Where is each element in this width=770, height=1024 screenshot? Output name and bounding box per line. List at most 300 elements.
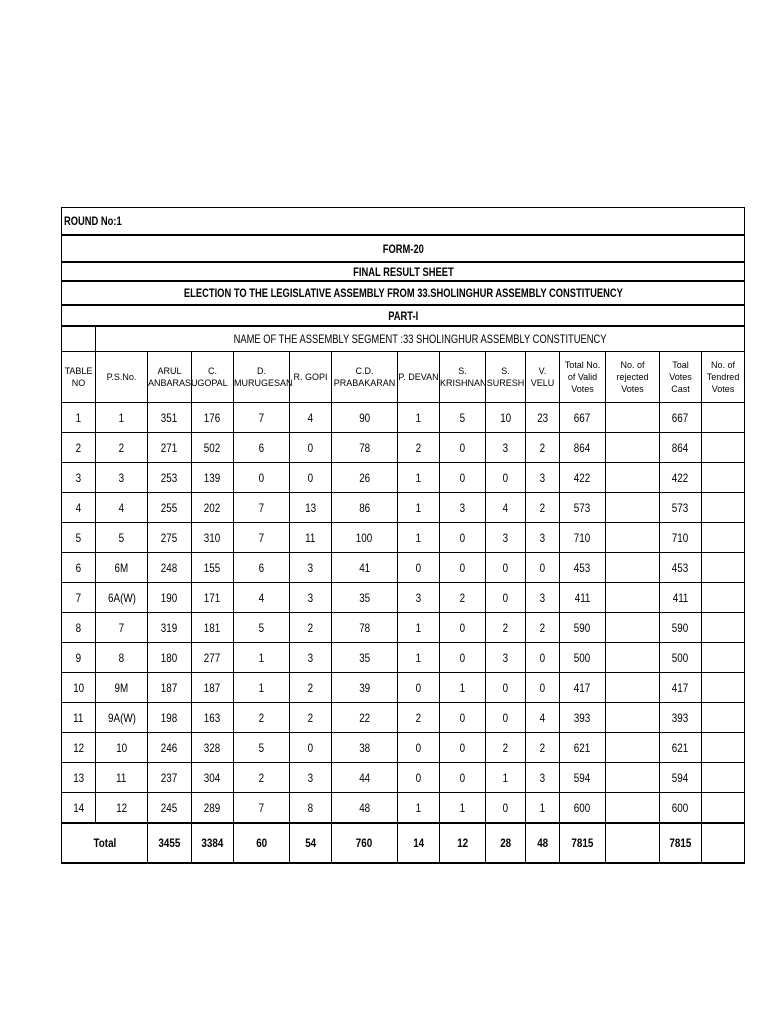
table-cell [398,793,440,824]
total-cell [234,823,290,863]
table-cell [148,463,192,493]
column-header: P. DEVAN [398,352,440,403]
cell-value: 3 [502,650,509,665]
cell-value: 176 [204,410,221,425]
table-cell [332,433,398,463]
table-cell [486,583,526,613]
cell-value: 163 [204,710,221,725]
cell-value: 422 [672,470,689,485]
table-cell [560,793,606,824]
cell-value: 5 [459,410,466,425]
table-cell [290,733,332,763]
cell-value: 7 [258,500,265,515]
cell-value: 3 [539,530,546,545]
cell-value: 0 [307,740,314,755]
table-cell [526,463,560,493]
total-cell [440,823,486,863]
table-row [62,673,745,703]
table-cell [234,523,290,553]
table-cell [486,793,526,824]
table-row [62,463,745,493]
table-cell [660,433,702,463]
table-cell [486,433,526,463]
cell-value: 2 [502,620,509,635]
cell-value: 422 [574,470,591,485]
table-cell [606,643,660,673]
total-value: 3455 [158,836,181,850]
table-cell [560,733,606,763]
table-cell [702,673,745,703]
cell-value: 1 [459,680,466,695]
table-cell [332,673,398,703]
table-cell [702,523,745,553]
cell-value: 0 [459,710,466,725]
cell-value: 2 [539,440,546,455]
table-cell [560,643,606,673]
cell-value: 594 [672,770,689,785]
cell-value: 3 [502,440,509,455]
table-cell [526,643,560,673]
table-cell [560,763,606,793]
cell-value: 8 [118,650,125,665]
table-cell [234,433,290,463]
table-cell [62,613,96,643]
table-cell [148,673,192,703]
cell-value: 271 [161,440,178,455]
table-cell [290,403,332,433]
cell-value: 1 [415,620,422,635]
table-row [62,583,745,613]
table-cell [606,553,660,583]
cell-value: 1 [415,650,422,665]
table-cell [290,613,332,643]
cell-value: 6A(W) [107,590,136,605]
table-cell [440,613,486,643]
cell-value: 6 [75,560,82,575]
table-cell [660,673,702,703]
column-header: S. KRISHNAN [440,352,486,403]
column-header: P.S.No. [96,352,148,403]
cell-value: 393 [672,710,689,725]
table-cell [702,403,745,433]
table-cell [660,793,702,824]
cell-value: 2 [539,620,546,635]
election-title: ELECTION TO THE LEGISLATIVE ASSEMBLY FROM 33.SHOLINGHUR ASSEMBLY CONSTITUENCY [183,286,623,300]
cell-value: 310 [204,530,221,545]
table-cell [560,583,606,613]
total-cell [398,823,440,863]
cell-value: 6 [258,440,265,455]
table-cell [660,553,702,583]
cell-value: 245 [161,800,178,815]
table-row [62,763,745,793]
table-cell [398,493,440,523]
table-cell [96,493,148,523]
table-cell [234,613,290,643]
cell-value: 3 [502,530,509,545]
table-cell [192,673,234,703]
cell-value: 4 [539,710,546,725]
cell-value: 0 [307,440,314,455]
table-row [62,403,745,433]
table-cell [398,433,440,463]
sheet-title: FINAL RESULT SHEET [352,264,454,279]
table-row [62,613,745,643]
cell-value: 1 [75,410,82,425]
cell-value: 26 [359,470,370,485]
table-row [62,493,745,523]
table-cell [398,583,440,613]
table-cell [440,643,486,673]
cell-value: 289 [204,800,221,815]
table-cell [96,523,148,553]
table-cell [560,493,606,523]
table-cell [332,733,398,763]
table-cell [440,793,486,824]
table-cell [486,733,526,763]
cell-value: 0 [502,590,509,605]
cell-value: 0 [258,470,265,485]
cell-value: 13 [73,770,84,785]
cell-value: 0 [539,650,546,665]
table-cell [398,733,440,763]
cell-value: 35 [359,590,370,605]
table-cell [398,643,440,673]
total-cell [526,823,560,863]
table-cell [290,433,332,463]
cell-value: 3 [118,470,125,485]
cell-value: 0 [502,710,509,725]
table-cell [526,403,560,433]
cell-value: 453 [574,560,591,575]
table-cell [486,673,526,703]
cell-value: 180 [161,650,178,665]
cell-value: 10 [500,410,511,425]
cell-value: 9 [75,650,82,665]
cell-value: 0 [459,440,466,455]
table-cell [192,433,234,463]
cell-value: 1 [258,680,265,695]
table-cell [560,463,606,493]
table-cell [660,613,702,643]
cell-value: 304 [204,770,221,785]
round-label: ROUND No:1 [64,214,122,228]
cell-value: 7 [258,530,265,545]
cell-value: 621 [672,740,689,755]
cell-value: 3 [307,650,314,665]
cell-value: 328 [204,740,221,755]
table-cell [398,463,440,493]
table-cell [234,733,290,763]
total-label: Total [93,836,116,850]
table-cell [440,463,486,493]
table-cell [290,463,332,493]
table-cell [148,493,192,523]
table-cell [148,583,192,613]
cell-value: 3 [307,770,314,785]
cell-value: 0 [459,620,466,635]
table-cell [398,553,440,583]
cell-value: 10 [116,740,127,755]
table-cell [606,703,660,733]
total-value: 7815 [669,836,692,850]
table-cell [290,583,332,613]
table-cell [560,613,606,643]
cell-value: 594 [574,770,591,785]
table-cell [192,733,234,763]
total-cell [332,823,398,863]
table-cell [96,703,148,733]
table-body [62,403,745,824]
table-cell [526,523,560,553]
table-cell [702,493,745,523]
table-cell [398,523,440,553]
cell-value: 277 [204,650,221,665]
cell-value: 8 [307,800,314,815]
table-cell [148,433,192,463]
table-cell [96,613,148,643]
total-value: 54 [305,836,316,850]
cell-value: 3 [539,470,546,485]
total-cell [606,823,660,863]
table-cell [440,583,486,613]
total-value: 760 [356,836,373,850]
cell-value: 0 [502,800,509,815]
table-cell [62,463,96,493]
cell-value: 1 [415,470,422,485]
table-cell [96,733,148,763]
form-label: FORM-20 [382,241,424,256]
total-value: 28 [500,836,511,850]
cell-value: 3 [307,590,314,605]
cell-value: 0 [459,530,466,545]
column-header: R. GOPI [290,352,332,403]
table-cell [148,763,192,793]
table-cell [702,463,745,493]
table-cell [62,763,96,793]
cell-value: 500 [574,650,591,665]
cell-value: 5 [258,740,265,755]
table-cell [660,733,702,763]
total-cell [560,823,606,863]
cell-value: 417 [672,680,689,695]
total-cell [702,823,745,863]
cell-value: 1 [258,650,265,665]
table-cell [290,523,332,553]
cell-value: 411 [672,590,689,605]
table-cell [234,493,290,523]
table-cell [192,583,234,613]
table-cell [96,403,148,433]
table-cell [62,433,96,463]
cell-value: 0 [459,650,466,665]
column-header: S. SURESH [486,352,526,403]
cell-value: 500 [672,650,689,665]
table-row [62,433,745,463]
cell-value: 10 [73,680,84,695]
table-cell [332,613,398,643]
cell-value: 864 [574,440,591,455]
cell-value: 0 [415,740,422,755]
table-cell [486,523,526,553]
table-cell [234,703,290,733]
table-cell [606,493,660,523]
table-cell [660,643,702,673]
table-cell [660,763,702,793]
table-cell [62,703,96,733]
cell-value: 246 [161,740,178,755]
cell-value: 90 [359,410,370,425]
table-cell [486,463,526,493]
table-cell [440,553,486,583]
table-cell [290,553,332,583]
table-cell [606,433,660,463]
table-cell [702,553,745,583]
column-header-row [62,352,745,403]
table-cell [486,493,526,523]
cell-value: 23 [537,410,548,425]
total-cell [660,823,702,863]
column-header: TABLE NO [62,352,96,403]
table-cell [398,673,440,703]
total-value: 12 [457,836,468,850]
column-header: C. GOPAL [192,352,234,403]
cell-value: 100 [356,530,373,545]
table-cell [526,793,560,824]
table-cell [62,523,96,553]
cell-value: 3 [539,590,546,605]
cell-value: 198 [161,710,178,725]
table-cell [148,643,192,673]
cell-value: 1 [118,410,125,425]
cell-value: 2 [258,770,265,785]
cell-value: 0 [459,740,466,755]
table-cell [526,583,560,613]
table-cell [62,733,96,763]
cell-value: 0 [459,470,466,485]
table-row [62,553,745,583]
table-cell [62,553,96,583]
table-cell [560,433,606,463]
cell-value: 600 [574,800,591,815]
table-cell [702,433,745,463]
cell-value: 319 [161,620,178,635]
total-value: 60 [256,836,267,850]
cell-value: 600 [672,800,689,815]
cell-value: 502 [204,440,221,455]
cell-value: 2 [307,620,314,635]
table-cell [660,463,702,493]
cell-value: 573 [672,500,689,515]
table-cell [234,793,290,824]
total-cell [290,823,332,863]
table-cell [398,613,440,643]
cell-value: 139 [204,470,221,485]
cell-value: 3 [307,560,314,575]
table-cell [96,763,148,793]
table-cell [96,433,148,463]
table-cell [96,463,148,493]
cell-value: 7 [75,590,82,605]
table-row [62,733,745,763]
table-cell [486,703,526,733]
cell-value: 4 [118,500,125,515]
table-cell [290,673,332,703]
table-cell [234,553,290,583]
table-cell [606,793,660,824]
table-cell [526,673,560,703]
total-cell [192,823,234,863]
table-cell [192,523,234,553]
total-value: 7815 [571,836,594,850]
cell-value: 3 [75,470,82,485]
table-cell [440,733,486,763]
cell-value: 0 [415,560,422,575]
table-cell [606,733,660,763]
table-cell [560,523,606,553]
cell-value: 710 [672,530,689,545]
cell-value: 4 [75,500,82,515]
cell-value: 3 [415,590,422,605]
total-row [62,823,745,863]
table-cell [560,673,606,703]
total-value: 3384 [201,836,224,850]
cell-value: 86 [359,500,370,515]
segment-name: NAME OF THE ASSEMBLY SEGMENT :33 SHOLINGHUR ASSEMBLY CONSTITUENCY [233,332,607,346]
column-header: No. of Tendred Votes [702,352,745,403]
table-cell [192,643,234,673]
cell-value: 590 [672,620,689,635]
cell-value: 78 [359,440,370,455]
cell-value: 39 [359,680,370,695]
table-cell [526,703,560,733]
part-label: PART-I [388,308,419,323]
cell-value: 41 [359,560,370,575]
table-cell [660,583,702,613]
table-cell [148,403,192,433]
cell-value: 14 [73,800,84,815]
table-cell [62,583,96,613]
table-cell [332,553,398,583]
cell-value: 237 [161,770,178,785]
cell-value: 6M [114,560,129,575]
table-cell [62,793,96,824]
cell-value: 590 [574,620,591,635]
cell-value: 2 [307,710,314,725]
cell-value: 12 [116,800,127,815]
cell-value: 0 [307,470,314,485]
table-cell [192,763,234,793]
cell-value: 4 [307,410,314,425]
column-header: ARUL ANBARASU [148,352,192,403]
segment-spacer [62,326,96,352]
cell-value: 411 [574,590,591,605]
table-cell [606,613,660,643]
column-header: Toal Votes Cast [660,352,702,403]
cell-value: 187 [161,680,178,695]
cell-value: 8 [75,620,82,635]
table-cell [702,583,745,613]
table-cell [148,793,192,824]
table-cell [332,793,398,824]
cell-value: 2 [258,710,265,725]
column-header: No. of rejected Votes [606,352,660,403]
table-row [62,523,745,553]
cell-value: 2 [502,740,509,755]
table-cell [332,523,398,553]
cell-value: 0 [539,680,546,695]
table-cell [96,673,148,703]
